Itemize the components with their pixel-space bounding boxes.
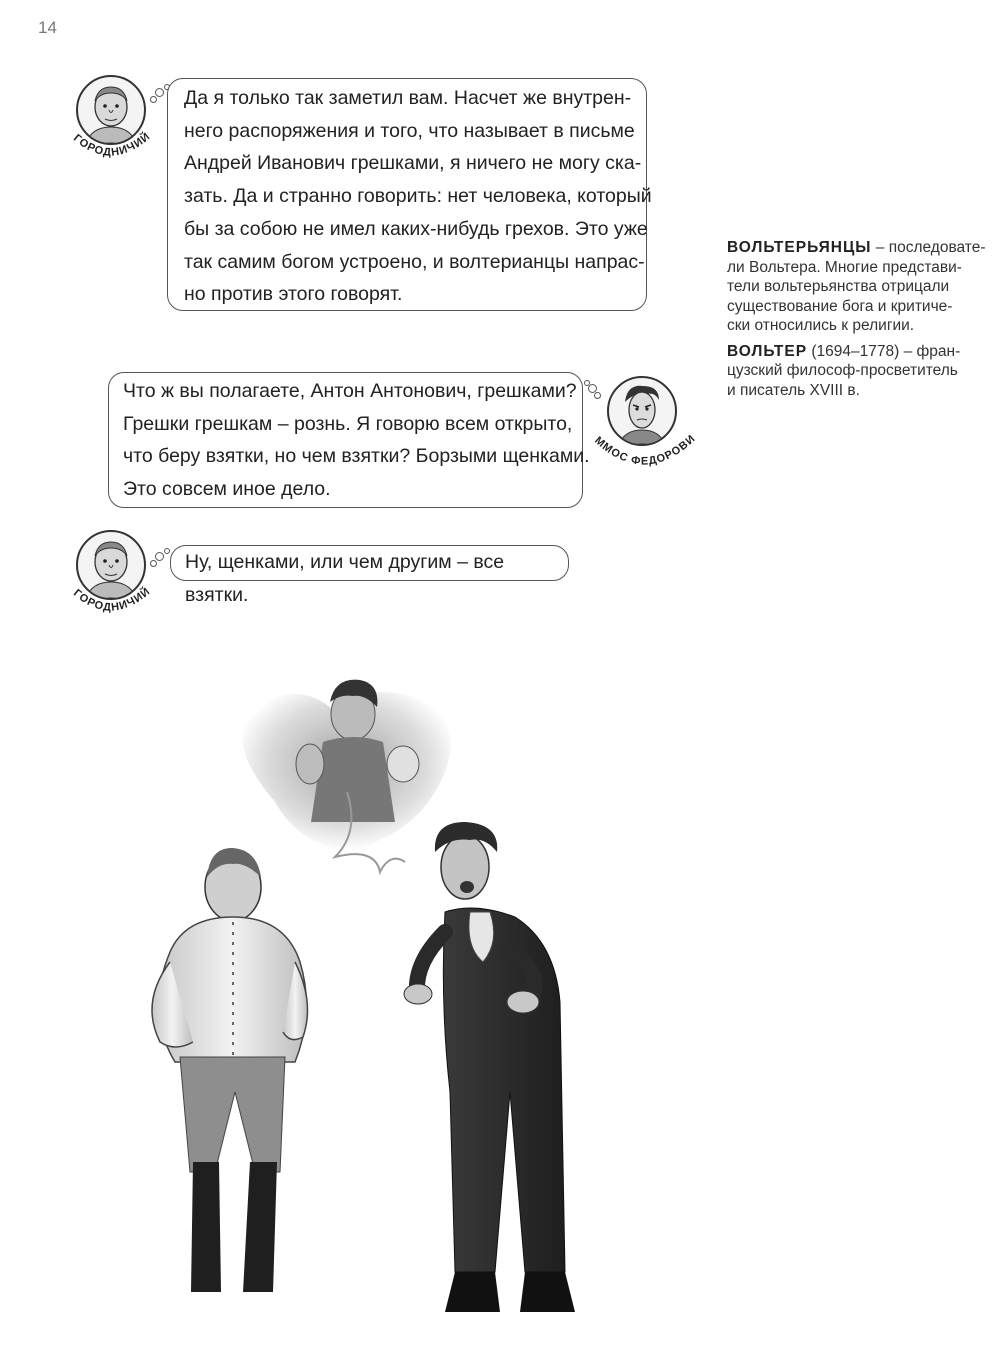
bubble2-line: Что ж вы полагаете, Антон Антонович, грешками?	[123, 380, 577, 402]
bubble1-line: зать. Да и странно говорить: нет человека, который	[184, 185, 652, 208]
gorodnichiy-name-label-1	[66, 120, 156, 175]
bubble1-line: Да я только так заметил вам. Насчет же внутрен-	[184, 87, 632, 109]
ammos-name-label	[585, 416, 700, 485]
bubble2-line: что беру взятки, но чем взятки? Борзыми щенками.	[123, 445, 590, 468]
glossary-def-line: цузский философ-просветитель	[727, 362, 958, 379]
glossary-term-voltaire: ВОЛЬТЕР	[727, 342, 808, 360]
svg-text:ГОРОДНИЧИЙ: ГОРОДНИЧИЙ	[71, 585, 153, 614]
glossary-def-line: тели вольтерьянства отрицали	[727, 278, 950, 295]
bubble1-line: так самим богом устроено, и волтерианцы напрас-	[184, 250, 645, 273]
glossary-def-line: ски относились к религии.	[727, 317, 915, 334]
glossary-def-line: существование бога и критиче-	[727, 297, 953, 315]
glossary-def-line: и писатель XVIII в.	[727, 381, 860, 399]
glossary-term-voltairians: ВОЛЬТЕРЬЯНЦЫ	[727, 239, 872, 256]
glossary-def-line: – последовате-	[871, 239, 986, 256]
speech-bubble-gorodnichiy-2	[170, 545, 569, 606]
bubble1-line: Андрей Иванович грешками, я ничего не могу ска-	[184, 152, 642, 175]
page-number: 14	[38, 18, 57, 37]
bubble2-line: Это совсем иное дело.	[123, 478, 331, 501]
gorodnichiy-name-label-2	[66, 575, 156, 630]
ammos-figure	[404, 822, 575, 1312]
gorodnichiy-figure	[152, 848, 308, 1292]
scene-illustration	[115, 672, 615, 1332]
svg-text:АММОС ФЕДОРОВИЧ: АММОС ФЕДОРОВИЧ	[585, 416, 699, 468]
bubble3-text: Ну, щенками, или чем другим – все взятки.	[185, 551, 505, 606]
thought-cloud	[242, 680, 450, 872]
speech-bubble-ammos	[108, 372, 590, 508]
glossary-def-line: ли Вольтера. Многие представи-	[727, 258, 962, 276]
svg-text:ГОРОДНИЧИЙ: ГОРОДНИЧИЙ	[71, 130, 153, 159]
bubble1-line: него распоряжения и того, что называет в письме	[184, 119, 635, 142]
speech-bubble-gorodnichiy-1	[167, 78, 652, 311]
bubble1-line: но против этого говорят.	[184, 283, 403, 306]
glossary-sidenote	[727, 238, 986, 400]
bubble1-line: бы за собою не имел каких-нибудь грехов. Это уже	[184, 217, 648, 240]
glossary-def-line: (1694–1778) – фран-	[807, 342, 961, 360]
bubble2-line: Грешки грешкам – рознь. Я говорю всем открыто,	[123, 412, 573, 435]
